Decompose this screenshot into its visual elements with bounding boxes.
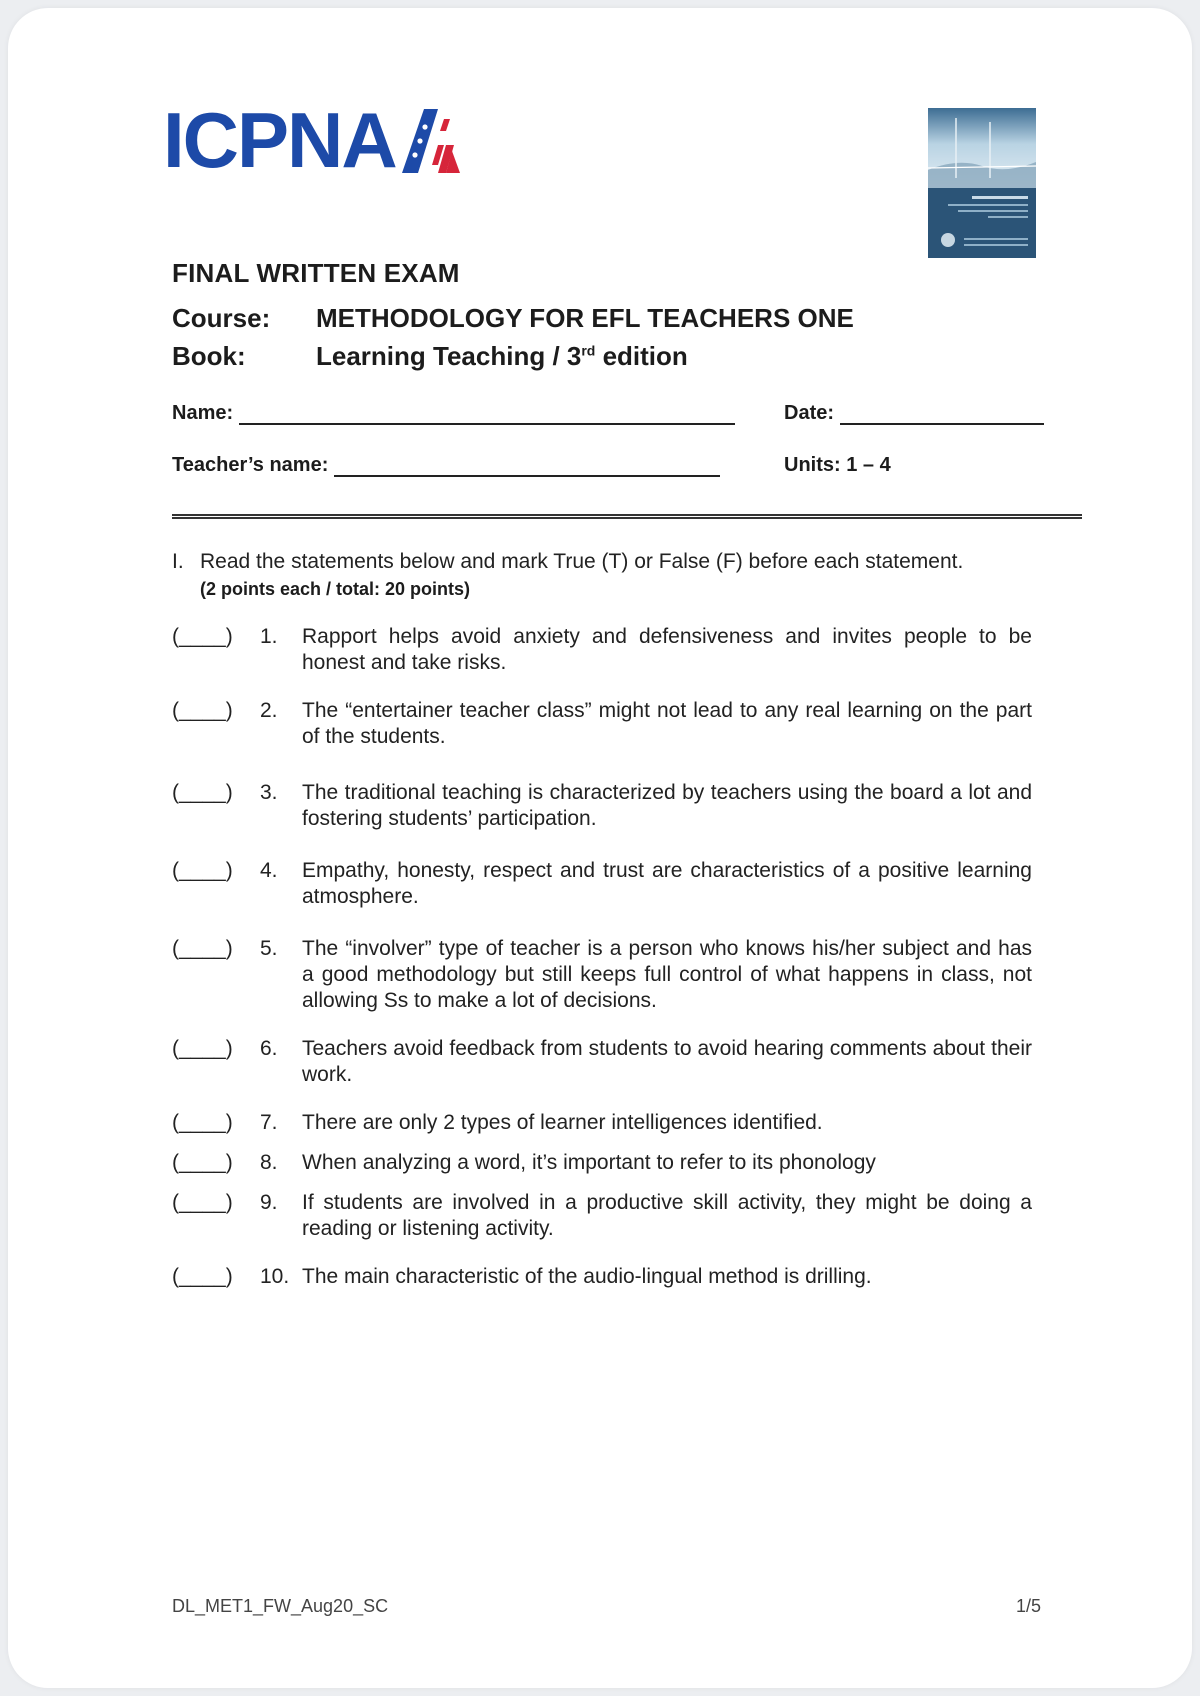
course-row [172, 303, 854, 334]
book-edition-sup: rd [581, 342, 596, 359]
teacher-label: Teacher’s name: [172, 454, 329, 476]
statement-text: The main characteristic of the audio-lingual method is drilling. [302, 1265, 872, 1288]
document-code: DL_MET1_FW_Aug20_SC [172, 1596, 389, 1616]
answer-blank[interactable]: (____) [172, 937, 233, 960]
logo-flag-a-icon [398, 105, 462, 175]
name-field [172, 402, 735, 425]
instruction-text: Read the statements below and mark True (T) or False (F) before each statement. [200, 550, 964, 573]
statement-number: 6. [260, 1037, 278, 1060]
answer-blank[interactable]: (____) [172, 1191, 233, 1214]
answer-blank[interactable]: (____) [172, 1265, 233, 1288]
exam-page [8, 8, 1192, 1688]
statement-text: Empathy, honesty, respect and trust are characteristics of a positive learning atmosphere. [302, 859, 1032, 908]
statement-item [172, 1190, 1032, 1242]
teacher-blank[interactable] [334, 455, 720, 477]
name-label: Name: [172, 402, 234, 424]
section-instruction [172, 550, 963, 574]
book-title: Learning Teaching / 3 [316, 341, 582, 371]
exam-title: FINAL WRITTEN EXAM [172, 258, 460, 288]
statement-item [172, 1150, 1032, 1176]
points-note: (2 points each / total: 20 points) [200, 579, 471, 599]
units-field [784, 454, 891, 477]
book-cover-image [928, 108, 1036, 258]
statement-item [172, 1110, 1032, 1136]
logo-text: ICPNA [163, 96, 396, 184]
book-label: Book: [172, 341, 246, 371]
statement-text: If students are involved in a productive skill activity, they might be doing a reading or listening activity. [302, 1191, 1032, 1240]
statement-list [172, 624, 1032, 1290]
answer-blank[interactable]: (____) [172, 699, 233, 722]
statement-text: Teachers avoid feedback from students to avoid hearing comments about their work. [302, 1037, 1032, 1086]
statement-number: 4. [260, 859, 278, 882]
double-divider [172, 514, 1082, 519]
statement-number: 7. [260, 1111, 278, 1134]
statement-item [172, 780, 1032, 832]
statement-number: 2. [260, 699, 278, 722]
statement-item [172, 936, 1032, 1014]
answer-blank[interactable]: (____) [172, 625, 233, 648]
date-blank[interactable] [840, 403, 1044, 425]
statement-text: The “involver” type of teacher is a person who knows his/her subject and has a good methodology but still keeps full control of what happens in class, not allowing Ss to make a lot of decisions. [302, 937, 1032, 1012]
teacher-field [172, 454, 720, 477]
answer-blank[interactable]: (____) [172, 1037, 233, 1060]
name-blank[interactable] [239, 403, 735, 425]
statement-item [172, 1036, 1032, 1088]
statement-number: 5. [260, 937, 278, 960]
course-label: Course: [172, 303, 271, 333]
units-label: Units: 1 – 4 [784, 454, 891, 476]
statement-text: When analyzing a word, it’s important to refer to its phonology [302, 1151, 876, 1174]
statement-number: 3. [260, 781, 278, 804]
statement-item [172, 624, 1032, 676]
page-number: 1/5 [1016, 1596, 1042, 1616]
statement-text: The traditional teaching is characterized by teachers using the board a lot and fostering students’ participation. [302, 781, 1032, 830]
icpna-logo [163, 96, 462, 184]
statement-item [172, 858, 1032, 910]
statement-number: 9. [260, 1191, 278, 1214]
answer-blank[interactable]: (____) [172, 859, 233, 882]
statement-text: Rapport helps avoid anxiety and defensiveness and invites people to be honest and take risks. [302, 625, 1032, 674]
course-value: METHODOLOGY FOR EFL TEACHERS ONE [316, 303, 854, 333]
statement-item [172, 698, 1032, 750]
answer-blank[interactable]: (____) [172, 1111, 233, 1134]
statement-number: 8. [260, 1151, 278, 1174]
statement-number: 10. [260, 1265, 290, 1288]
date-label: Date: [784, 402, 835, 424]
statement-number: 1. [260, 625, 278, 648]
book-row [172, 341, 688, 372]
section-number: I. [172, 550, 184, 573]
book-value [316, 341, 688, 372]
statement-text: There are only 2 types of learner intelligences identified. [302, 1111, 823, 1134]
statement-item [172, 1264, 1032, 1290]
answer-blank[interactable]: (____) [172, 1151, 233, 1174]
book-edition: edition [595, 341, 688, 371]
answer-blank[interactable]: (____) [172, 781, 233, 804]
statement-text: The “entertainer teacher class” might not lead to any real learning on the part of the students. [302, 699, 1032, 748]
date-field [784, 402, 1044, 425]
